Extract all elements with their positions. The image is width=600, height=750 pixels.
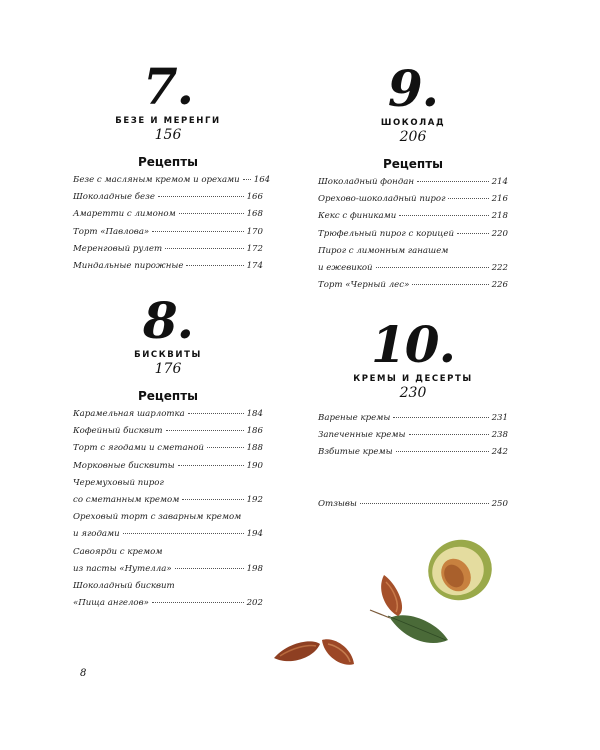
toc-entry[interactable] <box>73 227 263 244</box>
toc-entry-title: Орехово-шоколадный пирог <box>318 194 446 205</box>
toc-entry[interactable] <box>318 280 508 297</box>
section-page: 156 <box>154 127 182 143</box>
recipes-heading: Рецепты <box>137 155 199 169</box>
toc-list <box>318 177 508 297</box>
dot-leader <box>175 568 244 569</box>
toc-entry-title: Кофейный бисквит <box>73 426 163 437</box>
toc-entry[interactable] <box>73 529 263 546</box>
section-10 <box>318 315 508 516</box>
dot-leader <box>393 417 488 418</box>
toc-entry[interactable] <box>73 598 263 615</box>
toc-entry[interactable] <box>318 430 508 447</box>
toc-entry-line1[interactable] <box>73 581 263 598</box>
dot-leader <box>207 447 244 448</box>
dot-leader <box>448 198 488 199</box>
toc-entry-page: 172 <box>246 243 263 254</box>
section-title: БИСКВИТЫ <box>134 350 202 360</box>
section-page: 206 <box>399 129 427 145</box>
toc-entry-page: 202 <box>246 598 263 609</box>
toc-entry-page: 186 <box>246 426 263 437</box>
almond-icon <box>322 639 354 665</box>
almond-icon <box>274 641 320 661</box>
toc-blank-line <box>318 465 508 482</box>
toc-entry-title: «Пища ангелов» <box>73 598 149 609</box>
toc-entry-title: Шоколадные безе <box>73 192 155 203</box>
dot-leader <box>417 181 489 182</box>
section-title: БЕЗЕ И МЕРЕНГИ <box>115 116 221 126</box>
section-title: КРЕМЫ И ДЕСЕРТЫ <box>353 374 473 384</box>
toc-entry-line1[interactable] <box>73 478 263 495</box>
toc-entry[interactable] <box>73 495 263 512</box>
toc-entry[interactable] <box>73 175 271 192</box>
toc-entry[interactable] <box>73 209 263 226</box>
toc-entry-title: Шоколадный бисквит <box>73 580 175 591</box>
toc-entry-title: Вареные кремы <box>318 413 391 423</box>
dot-leader <box>188 413 244 414</box>
section-7 <box>73 57 271 278</box>
dot-leader <box>396 451 489 452</box>
toc-entry-title: Шоколадный фондан <box>318 177 415 187</box>
toc-entry[interactable] <box>318 177 508 194</box>
toc-entry-title: Торт «Павлова» <box>73 226 150 237</box>
dot-leader <box>412 284 488 285</box>
toc-entry-page: 226 <box>491 280 508 291</box>
toc-entry-title: Кекс с финиками <box>318 211 397 222</box>
toc-entry-page: 220 <box>491 228 508 239</box>
dot-leader <box>243 179 251 180</box>
toc-list <box>318 413 508 516</box>
toc-entry-page: 166 <box>246 192 263 203</box>
dot-leader <box>178 465 244 466</box>
toc-entry-title: Карамельная шарлотка <box>73 409 185 419</box>
recipes-heading: Рецепты <box>382 157 444 171</box>
section-9 <box>318 59 508 297</box>
toc-entry-title: Миндальные пирожные <box>73 260 184 271</box>
dot-leader <box>158 196 244 197</box>
dot-leader <box>376 267 489 268</box>
dot-leader <box>186 265 243 266</box>
toc-entry[interactable] <box>318 499 508 516</box>
toc-entry[interactable] <box>73 244 263 261</box>
toc-entry-title: со сметанным кремом <box>73 494 180 505</box>
dot-leader <box>123 533 244 534</box>
toc-entry-title: Безе с масляным кремом и орехами <box>73 175 240 185</box>
toc-entry-page: 231 <box>491 413 508 423</box>
toc-entry-line1[interactable] <box>73 547 263 564</box>
toc-entry[interactable] <box>73 192 263 209</box>
toc-entry[interactable] <box>73 261 263 278</box>
section-number: 9. <box>387 59 439 118</box>
toc-entry-page: 194 <box>246 529 263 540</box>
section-number: 10. <box>371 315 455 374</box>
section-page: 176 <box>154 361 182 377</box>
section-title: ШОКОЛАД <box>380 118 446 128</box>
dot-leader <box>152 231 243 232</box>
toc-entry-title: из пасты «Нутелла» <box>73 563 172 574</box>
dot-leader <box>165 248 243 249</box>
section-8 <box>73 291 263 615</box>
toc-entry-title: и ежевикой <box>318 262 373 273</box>
toc-entry-page: 238 <box>491 430 508 441</box>
toc-entry-title: Пирог с лимонным ганашем <box>318 245 449 256</box>
toc-entry[interactable] <box>318 447 508 464</box>
toc-entry[interactable] <box>73 426 263 443</box>
toc-entry-title: Меренговый рулет <box>73 243 163 254</box>
toc-entry-page: 250 <box>491 498 508 509</box>
toc-entry-title: Торт «Черный лес» <box>318 280 410 291</box>
dot-leader <box>182 499 243 500</box>
toc-entry-title: Отзывы <box>318 498 357 509</box>
toc-entry-page: 174 <box>246 260 263 271</box>
toc-entry-page: 184 <box>246 409 263 419</box>
toc-entry[interactable] <box>73 409 263 426</box>
page-number: 8 <box>80 668 87 679</box>
section-number: 7. <box>142 57 194 116</box>
toc-blank-line <box>318 482 508 499</box>
toc-entry-title: Савоярди с кремом <box>73 546 163 557</box>
section-page: 230 <box>399 385 427 401</box>
toc-entry[interactable] <box>318 194 508 211</box>
toc-entry[interactable] <box>73 443 263 460</box>
apricot-half-icon <box>420 531 500 609</box>
toc-entry-line1[interactable] <box>73 512 263 529</box>
toc-entry-title: и ягодами <box>73 529 120 540</box>
toc-entry-title: Черемуховый пирог <box>73 477 164 488</box>
toc-entry[interactable] <box>318 211 508 228</box>
toc-entry-title: Трюфельный пирог с корицей <box>318 228 455 239</box>
toc-entry[interactable] <box>318 229 508 246</box>
recipes-heading: Рецепты <box>137 389 199 403</box>
toc-entry-page: 216 <box>491 194 508 205</box>
almond-icon <box>381 575 402 616</box>
toc-entry[interactable] <box>318 263 508 280</box>
toc-entry-page: 192 <box>246 494 263 505</box>
toc-entry-title: Взбитые кремы <box>318 447 393 458</box>
toc-entry-page: 222 <box>491 262 508 273</box>
toc-entry-page: 242 <box>491 447 508 458</box>
dot-leader <box>399 215 488 216</box>
almond-and-apricot-illustration <box>260 530 500 680</box>
toc-entry-title: Амаретти с лимоном <box>73 209 176 220</box>
dot-leader <box>152 602 244 603</box>
spacer <box>318 401 508 413</box>
toc-entry-page: 214 <box>491 177 508 187</box>
toc-entry[interactable] <box>318 413 508 430</box>
toc-entry-title: Морковные бисквиты <box>73 460 175 471</box>
toc-entry-page: 170 <box>246 226 263 237</box>
toc-list <box>73 409 263 615</box>
toc-entry-page: 190 <box>246 460 263 471</box>
toc-entry-page: 164 <box>253 175 271 185</box>
toc-entry-page: 188 <box>246 443 263 454</box>
toc-entry[interactable] <box>73 461 263 478</box>
toc-entry-page: 198 <box>246 563 263 574</box>
section-number: 8. <box>142 291 194 350</box>
toc-entry-title: Ореховый торт с заварным кремом <box>73 512 242 523</box>
leaf-icon <box>370 610 448 643</box>
dot-leader <box>179 213 244 214</box>
toc-list <box>73 175 271 278</box>
toc-entry-title: Запеченные кремы <box>318 430 406 441</box>
toc-entry[interactable] <box>73 564 263 581</box>
toc-entry-line1[interactable] <box>318 246 508 263</box>
dot-leader <box>457 233 489 234</box>
dot-leader <box>409 434 489 435</box>
dot-leader <box>360 503 489 504</box>
dot-leader <box>166 430 244 431</box>
toc-entry-page: 168 <box>246 209 263 220</box>
toc-entry-page: 218 <box>491 211 508 222</box>
toc-entry-title: Торт с ягодами и сметаной <box>73 443 204 454</box>
